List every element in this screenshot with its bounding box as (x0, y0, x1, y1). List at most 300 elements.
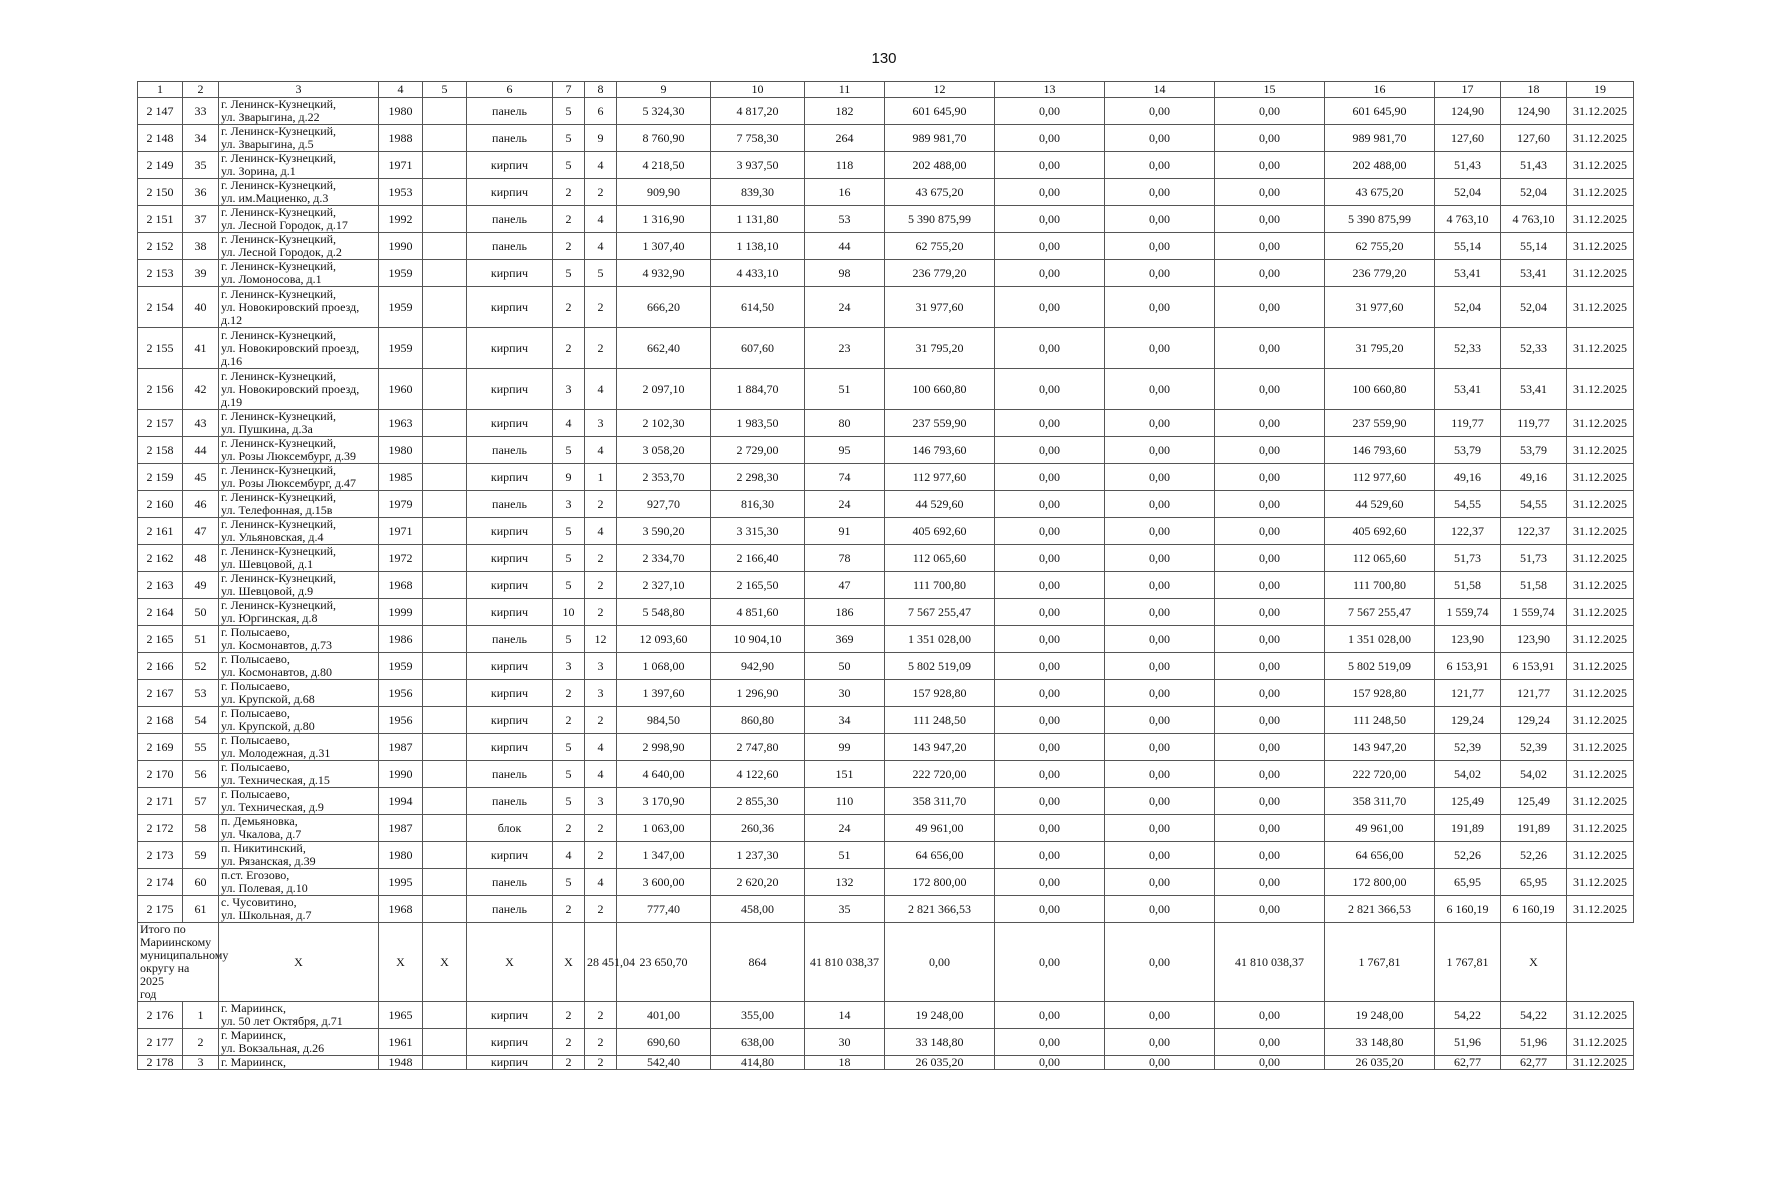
value-cell-c8: 4 (585, 734, 617, 761)
row-number-cell: 2 150 (138, 179, 183, 206)
value-cell-c6: кирпич (467, 734, 553, 761)
value-cell-c17: 52,26 (1435, 842, 1501, 869)
value-cell-c15: 0,00 (1215, 152, 1325, 179)
column-number-cell: 2 (183, 82, 219, 98)
value-cell-c18: 119,77 (1501, 410, 1567, 437)
value-cell-c17: 4 763,10 (1435, 206, 1501, 233)
address-line: г. Ленинск-Кузнецкий, (221, 327, 337, 342)
value-cell-c13: 0,00 (995, 328, 1105, 369)
column-number-cell: 14 (1105, 82, 1215, 98)
table-row (138, 410, 1634, 437)
address-line: ул. Ульяновская, д.4 (221, 530, 324, 544)
value-cell-c4: 1995 (379, 869, 423, 896)
value-cell-c9: 984,50 (617, 707, 711, 734)
value-cell-c11: 30 (805, 680, 885, 707)
value-cell-c17: 6 160,19 (1435, 896, 1501, 923)
column-number-cell: 17 (1435, 82, 1501, 98)
value-cell-c8: 3 (585, 788, 617, 815)
value-cell-c12: 19 248,00 (885, 1002, 995, 1029)
value-cell-c16: 49 961,00 (1325, 815, 1435, 842)
value-cell-c6: панель (467, 626, 553, 653)
value-cell-c18: 55,14 (1501, 233, 1567, 260)
value-cell-c12: 43 675,20 (885, 179, 995, 206)
value-cell-c10: 2 729,00 (711, 437, 805, 464)
value-cell-c12: 1 351 028,00 (885, 626, 995, 653)
value-cell-c13: 0,00 (995, 98, 1105, 125)
value-cell-c18: 54,22 (1501, 1002, 1567, 1029)
value-cell-c12: 146 793,60 (885, 437, 995, 464)
value-cell-c19: 31.12.2025 (1567, 680, 1634, 707)
local-number-cell: 38 (183, 233, 219, 260)
value-cell-c17: 51,58 (1435, 572, 1501, 599)
value-cell-c15: 0,00 (1215, 98, 1325, 125)
value-cell-c14: 0,00 (1105, 518, 1215, 545)
value-cell-c18: 65,95 (1501, 869, 1567, 896)
value-cell-c19: 31.12.2025 (1567, 179, 1634, 206)
value-cell-c17: 129,24 (1435, 707, 1501, 734)
column-number-cell: 10 (711, 82, 805, 98)
value-cell-c7: 5 (553, 437, 585, 464)
value-cell-c18: 52,04 (1501, 179, 1567, 206)
value-cell-c7: 4 (553, 842, 585, 869)
value-cell-c8: 1 (585, 464, 617, 491)
value-cell-c19: 31.12.2025 (1567, 98, 1634, 125)
value-cell-c6: кирпич (467, 572, 553, 599)
value-cell-c9: 4 218,50 (617, 152, 711, 179)
value-cell-c5 (423, 680, 467, 707)
value-cell-c12: 5 802 519,09 (885, 653, 995, 680)
value-cell-c5 (423, 761, 467, 788)
value-cell-c5 (423, 518, 467, 545)
value-cell-c14: 0,00 (1105, 410, 1215, 437)
local-number-cell: 40 (183, 287, 219, 328)
value-cell-c10: 1 296,90 (711, 680, 805, 707)
value-cell-c11: 50 (805, 653, 885, 680)
value-cell-c15: 0,00 (1215, 734, 1325, 761)
value-cell-c10: 1 131,80 (711, 206, 805, 233)
value-cell-c4: 1956 (379, 680, 423, 707)
value-cell-c13: 0,00 (995, 437, 1105, 464)
address-line: ул. Школьная, д.7 (221, 908, 312, 922)
row-number-cell: 2 154 (138, 287, 183, 328)
value-cell-c10: 4 122,60 (711, 761, 805, 788)
value-cell-c15: 0,00 (1215, 815, 1325, 842)
value-cell-c10: 942,90 (711, 653, 805, 680)
value-cell-c5 (423, 464, 467, 491)
housing-registry-table (137, 81, 1634, 1070)
value-cell-c12: 44 529,60 (885, 491, 995, 518)
value-cell-c10: 3 937,50 (711, 152, 805, 179)
value-cell-c9: 3 600,00 (617, 869, 711, 896)
value-cell-c17: 123,90 (1435, 626, 1501, 653)
value-cell-c11: 110 (805, 788, 885, 815)
value-cell-c7: 2 (553, 179, 585, 206)
value-cell-c19: 31.12.2025 (1567, 328, 1634, 369)
value-cell-c11: 182 (805, 98, 885, 125)
value-cell-c7: 5 (553, 869, 585, 896)
value-cell-c12: 2 821 366,53 (885, 896, 995, 923)
value-cell-c7: 5 (553, 260, 585, 287)
value-cell-c12: 62 755,20 (885, 233, 995, 260)
column-number-cell: 11 (805, 82, 885, 98)
value-cell-c19: X (1501, 923, 1567, 1002)
value-cell-c18: 125,49 (1501, 788, 1567, 815)
value-cell-c11: 47 (805, 572, 885, 599)
value-cell-c14: 0,00 (995, 923, 1105, 1002)
value-cell-c14: 0,00 (1105, 653, 1215, 680)
value-cell-c7: 3 (553, 369, 585, 410)
column-number-cell: 15 (1215, 82, 1325, 98)
value-cell-c5 (423, 206, 467, 233)
value-cell-c11: 14 (805, 1002, 885, 1029)
address-cell (219, 626, 379, 653)
address-cell (219, 1029, 379, 1056)
value-cell-c11: 18 (805, 1056, 885, 1070)
value-cell-c7: 5 (553, 761, 585, 788)
value-cell-c8: 4 (585, 369, 617, 410)
value-cell-c7: 5 (553, 98, 585, 125)
value-cell-c17: 54,55 (1435, 491, 1501, 518)
value-cell-c19: 31.12.2025 (1567, 734, 1634, 761)
value-cell-c12: 202 488,00 (885, 152, 995, 179)
value-cell-c13: 0,00 (995, 626, 1105, 653)
value-cell-c15: 0,00 (1215, 260, 1325, 287)
value-cell-c14: 0,00 (1105, 125, 1215, 152)
value-cell-c13: 0,00 (995, 869, 1105, 896)
value-cell-c8: 4 (585, 869, 617, 896)
value-cell-c8: 4 (585, 518, 617, 545)
value-cell-c15: 0,00 (1215, 626, 1325, 653)
value-cell-c9: 5 324,30 (617, 98, 711, 125)
value-cell-c6: кирпич (467, 410, 553, 437)
value-cell-c12: 236 779,20 (885, 260, 995, 287)
value-cell-c19: 31.12.2025 (1567, 152, 1634, 179)
value-cell-c15: 0,00 (1215, 518, 1325, 545)
value-cell-c7: 5 (553, 518, 585, 545)
value-cell-c9: 1 063,00 (617, 815, 711, 842)
value-cell-c11: 35 (805, 896, 885, 923)
address-line: ул. Новокировский проезд, (221, 299, 360, 314)
value-cell-c19: 31.12.2025 (1567, 896, 1634, 923)
value-cell-c16: 112 977,60 (1325, 464, 1435, 491)
total-label-line: год (140, 987, 157, 1001)
value-cell-c7: 4 (553, 410, 585, 437)
address-line: ул. Крупской, д.68 (221, 692, 315, 706)
value-cell-c18: 123,90 (1501, 626, 1567, 653)
value-cell-c18: 51,96 (1501, 1029, 1567, 1056)
value-cell-c8: 2 (585, 287, 617, 328)
row-number-cell: 2 168 (138, 707, 183, 734)
value-cell-c8: 2 (585, 328, 617, 369)
column-number-cell: 5 (423, 82, 467, 98)
value-cell-c12: 31 977,60 (885, 287, 995, 328)
value-cell-c16: 26 035,20 (1325, 1056, 1435, 1070)
value-cell-c11: 51 (805, 842, 885, 869)
address-line: ул. Техническая, д.9 (221, 800, 324, 814)
value-cell-c13: 0,00 (995, 707, 1105, 734)
value-cell-c12: 143 947,20 (885, 734, 995, 761)
value-cell-c5 (423, 233, 467, 260)
value-cell-c11: 51 (805, 369, 885, 410)
row-number-cell: 2 162 (138, 545, 183, 572)
address-line: г. Ленинск-Кузнецкий, (221, 232, 337, 246)
table-row (138, 626, 1634, 653)
value-cell-c13: 0,00 (995, 1056, 1105, 1070)
value-cell-c13: 0,00 (995, 815, 1105, 842)
address-line: ул. Техническая, д.15 (221, 773, 330, 787)
local-number-cell: 54 (183, 707, 219, 734)
value-cell-c6: кирпич (467, 179, 553, 206)
value-cell-c15: 0,00 (1215, 287, 1325, 328)
value-cell-c5 (423, 287, 467, 328)
value-cell-c4: 1961 (379, 1029, 423, 1056)
address-cell (219, 125, 379, 152)
address-cell (219, 545, 379, 572)
value-cell-c14: 0,00 (1105, 707, 1215, 734)
value-cell-c12: 41 810 038,37 (805, 923, 885, 1002)
value-cell-c4: 1971 (379, 152, 423, 179)
value-cell-c5 (423, 437, 467, 464)
address-line: ул. Новокировский проезд, (221, 381, 360, 396)
value-cell-c14: 0,00 (1105, 328, 1215, 369)
value-cell-c5 (423, 1056, 467, 1070)
value-cell-c5 (423, 788, 467, 815)
value-cell-c19: 31.12.2025 (1567, 260, 1634, 287)
value-cell-c8: 5 (585, 260, 617, 287)
value-cell-c16: 172 800,00 (1325, 869, 1435, 896)
value-cell-c5 (423, 545, 467, 572)
value-cell-c4: 1987 (379, 815, 423, 842)
value-cell-c19: 31.12.2025 (1567, 287, 1634, 328)
value-cell-c10: 2 166,40 (711, 545, 805, 572)
value-cell-c10: 2 620,20 (711, 869, 805, 896)
value-cell-c6: панель (467, 98, 553, 125)
value-cell-c13: 0,00 (995, 842, 1105, 869)
column-number-cell: 12 (885, 82, 995, 98)
local-number-cell: 59 (183, 842, 219, 869)
value-cell-c4: 1979 (379, 491, 423, 518)
value-cell-c7: 2 (553, 287, 585, 328)
address-line: г. Ленинск-Кузнецкий, (221, 544, 337, 558)
value-cell-c5 (423, 1002, 467, 1029)
local-number-cell: 45 (183, 464, 219, 491)
address-line: г. Мариинск, (221, 1055, 286, 1069)
column-number-cell: 8 (585, 82, 617, 98)
value-cell-c19: 31.12.2025 (1567, 410, 1634, 437)
value-cell-c14: 0,00 (1105, 626, 1215, 653)
table-body (138, 82, 1634, 1070)
value-cell-c19: 31.12.2025 (1567, 761, 1634, 788)
value-cell-c5 (423, 815, 467, 842)
table-row (138, 788, 1634, 815)
value-cell-c18: 52,26 (1501, 842, 1567, 869)
value-cell-c14: 0,00 (1105, 734, 1215, 761)
value-cell-c6: кирпич (467, 518, 553, 545)
address-cell (219, 761, 379, 788)
table-row (138, 761, 1634, 788)
value-cell-c16: 989 981,70 (1325, 125, 1435, 152)
value-cell-c9: 542,40 (617, 1056, 711, 1070)
address-cell (219, 1002, 379, 1029)
value-cell-c5 (423, 410, 467, 437)
total-row (138, 923, 1634, 1002)
value-cell-c13: 0,00 (995, 125, 1105, 152)
address-line: ул. Крупской, д.80 (221, 719, 315, 733)
value-cell-c15: 0,00 (1215, 761, 1325, 788)
value-cell-c12: 112 977,60 (885, 464, 995, 491)
address-line: г. Ленинск-Кузнецкий, (221, 517, 337, 531)
address-line: г. Ленинск-Кузнецкий, (221, 436, 337, 450)
value-cell-c14: 0,00 (1105, 545, 1215, 572)
value-cell-c13: 0,00 (995, 491, 1105, 518)
value-cell-c16: 358 311,70 (1325, 788, 1435, 815)
value-cell-c5 (423, 896, 467, 923)
value-cell-c17: 122,37 (1435, 518, 1501, 545)
value-cell-c13: 0,00 (995, 1029, 1105, 1056)
row-number-cell: 2 174 (138, 869, 183, 896)
local-number-cell: 61 (183, 896, 219, 923)
address-cell (219, 869, 379, 896)
address-line: г. Полысаево, (221, 706, 290, 720)
address-cell (219, 410, 379, 437)
table-row (138, 707, 1634, 734)
row-number-cell: 2 159 (138, 464, 183, 491)
table-row (138, 206, 1634, 233)
table-row (138, 680, 1634, 707)
value-cell-c7: 5 (553, 626, 585, 653)
value-cell-c15: 0,00 (1215, 653, 1325, 680)
local-number-cell: 2 (183, 1029, 219, 1056)
value-cell-c7: 2 (553, 896, 585, 923)
row-number-cell: 2 161 (138, 518, 183, 545)
value-cell-c13: 0,00 (995, 464, 1105, 491)
value-cell-c9: 1 068,00 (617, 653, 711, 680)
value-cell-c5 (423, 734, 467, 761)
value-cell-c4: 1988 (379, 125, 423, 152)
table-row (138, 572, 1634, 599)
address-line: ул. Молодежная, д.31 (221, 746, 331, 760)
value-cell-c8: 4 (585, 437, 617, 464)
value-cell-c6: X (423, 923, 467, 1002)
value-cell-c17: 119,77 (1435, 410, 1501, 437)
address-line: г. Полысаево, (221, 625, 290, 639)
value-cell-c10: 2 165,50 (711, 572, 805, 599)
value-cell-c15: 0,00 (1215, 437, 1325, 464)
value-cell-c18: 53,41 (1501, 260, 1567, 287)
value-cell-c19: 31.12.2025 (1567, 572, 1634, 599)
local-number-cell: 52 (183, 653, 219, 680)
value-cell-c18: 51,43 (1501, 152, 1567, 179)
value-cell-c11: 151 (805, 761, 885, 788)
value-cell-c7: 2 (553, 707, 585, 734)
value-cell-c16: 157 928,80 (1325, 680, 1435, 707)
value-cell-c11: 53 (805, 206, 885, 233)
value-cell-c10: 7 758,30 (711, 125, 805, 152)
value-cell-c14: 0,00 (1105, 896, 1215, 923)
value-cell-c14: 0,00 (1105, 464, 1215, 491)
value-cell-c17: 55,14 (1435, 233, 1501, 260)
value-cell-c7: 5 (553, 125, 585, 152)
address-cell (219, 233, 379, 260)
value-cell-c10: 458,00 (711, 896, 805, 923)
value-cell-c16: 601 645,90 (1325, 98, 1435, 125)
value-cell-c19: 31.12.2025 (1567, 653, 1634, 680)
address-line: п. Демьяновка, (221, 814, 298, 828)
total-label-line: муниципальному округу на 2025 (140, 948, 229, 988)
address-cell (219, 98, 379, 125)
address-line: г. Ленинск-Кузнецкий, (221, 409, 337, 423)
table-row (138, 179, 1634, 206)
table-row (138, 491, 1634, 518)
address-line: ул. Розы Люксембург, д.39 (221, 449, 356, 463)
value-cell-c5 (423, 842, 467, 869)
value-cell-c14: 0,00 (1105, 680, 1215, 707)
value-cell-c17: 51,43 (1435, 152, 1501, 179)
value-cell-c4: 1948 (379, 1056, 423, 1070)
value-cell-c9: 2 998,90 (617, 734, 711, 761)
value-cell-c6: панель (467, 869, 553, 896)
value-cell-c6: кирпич (467, 842, 553, 869)
value-cell-c16: 64 656,00 (1325, 842, 1435, 869)
value-cell-c9: 8 760,90 (617, 125, 711, 152)
value-cell-c7: 5 (553, 734, 585, 761)
value-cell-c8: 2 (585, 815, 617, 842)
local-number-cell: 56 (183, 761, 219, 788)
value-cell-c4: 1959 (379, 287, 423, 328)
value-cell-c6: панель (467, 491, 553, 518)
value-cell-c4: 1990 (379, 233, 423, 260)
value-cell-c7: 2 (553, 233, 585, 260)
value-cell-c5 (423, 369, 467, 410)
value-cell-c10: 4 433,10 (711, 260, 805, 287)
value-cell-c13: 0,00 (995, 179, 1105, 206)
value-cell-c4: 1959 (379, 653, 423, 680)
value-cell-c11: 95 (805, 437, 885, 464)
value-cell-c18: 191,89 (1501, 815, 1567, 842)
value-cell-c7: 2 (553, 206, 585, 233)
value-cell-c17: 52,04 (1435, 287, 1501, 328)
value-cell-c10: 1 983,50 (711, 410, 805, 437)
value-cell-c5 (423, 152, 467, 179)
value-cell-c10: 816,30 (711, 491, 805, 518)
value-cell-c6: панель (467, 125, 553, 152)
value-cell-c8: 3 (585, 653, 617, 680)
address-line: г. Ленинск-Кузнецкий, (221, 598, 337, 612)
value-cell-c11: 118 (805, 152, 885, 179)
local-number-cell: 48 (183, 545, 219, 572)
address-line: ул. Полевая, д.10 (221, 881, 308, 895)
value-cell-c8: 4 (585, 761, 617, 788)
address-line: г. Ленинск-Кузнецкий, (221, 124, 337, 138)
table-row (138, 518, 1634, 545)
value-cell-c7: 2 (553, 1002, 585, 1029)
value-cell-c19: 31.12.2025 (1567, 788, 1634, 815)
row-number-cell: 2 163 (138, 572, 183, 599)
value-cell-c6: кирпич (467, 680, 553, 707)
value-cell-c7: 2 (553, 1056, 585, 1070)
column-number-cell: 16 (1325, 82, 1435, 98)
value-cell-c7: 5 (553, 572, 585, 599)
value-cell-c18: 121,77 (1501, 680, 1567, 707)
value-cell-c15: 0,00 (1215, 369, 1325, 410)
value-cell-c4: 1959 (379, 260, 423, 287)
value-cell-c16: 33 148,80 (1325, 1029, 1435, 1056)
value-cell-c15: 0,00 (1215, 599, 1325, 626)
value-cell-c12: 222 720,00 (885, 761, 995, 788)
value-cell-c10: 4 817,20 (711, 98, 805, 125)
value-cell-c15: 0,00 (1215, 869, 1325, 896)
value-cell-c9: 666,20 (617, 287, 711, 328)
